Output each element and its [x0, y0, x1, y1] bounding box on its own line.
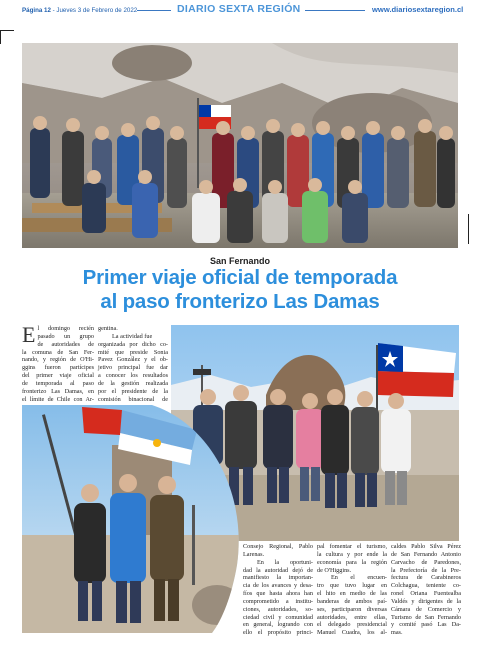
text-line: pal fomentar el turismo, [317, 543, 387, 550]
text-line: y comité pasó Las Da- [391, 621, 461, 629]
text-line: La actividad fue [112, 332, 153, 340]
text-line: mas. [391, 629, 403, 637]
text-line: economía para la región [317, 558, 387, 566]
text-line: nando, y región de O'Hi- [22, 356, 94, 364]
issue-date: - Jueves 3 de Febrero de 2022 [50, 7, 138, 14]
article-column [98, 325, 168, 403]
section-label: San Fernando [209, 256, 270, 266]
text-line: el delegado presidencial [317, 621, 387, 629]
text-line: pasado un grupo [37, 332, 94, 340]
text-line: fectura de Carabineros [391, 574, 461, 582]
text-line: caldes Pablo Silva Pérez [391, 543, 461, 550]
text-line: Colchagua, teniente co- [391, 582, 461, 590]
drop-cap: E [22, 322, 36, 347]
text-line: el límite de Chile con Ar- [22, 395, 94, 403]
text-line: la Prefectoría de la Pre- [391, 566, 461, 574]
text-line: la comuna de San Fer- [22, 348, 94, 356]
text-line: fíos que hasta ahora han [243, 590, 313, 598]
text-line: de temporada al paso [22, 379, 94, 387]
text-line: ciedad civil y comunidad [243, 613, 313, 621]
header-rule [137, 10, 171, 11]
text-line: a conocer los resultados [98, 372, 168, 380]
text-line: de San Fernando Antonio [391, 550, 461, 558]
website-link[interactable]: www.diariosextaregion.cl [372, 5, 464, 14]
headline-line: al paso fronterizo Las Damas [100, 290, 380, 313]
text-line: ello el propósito princi- [243, 629, 313, 637]
text-line: por el presidente de la [98, 387, 168, 395]
page-info [22, 7, 137, 14]
text-line: de autoridades de [37, 340, 94, 348]
text-line: Cámara de Comercio y [391, 605, 461, 613]
text-line: el hito en medio de las [317, 590, 387, 598]
text-line: Larenas. [243, 550, 265, 558]
text-line: de la gestión realizada [98, 379, 168, 387]
newspaper-name: DIARIO SEXTA REGIÓN [177, 3, 301, 15]
article-column [22, 322, 94, 403]
text-line: de O'Higgins. [317, 566, 352, 574]
text-line: Carvacho de Paredones, [391, 558, 461, 566]
text-line: del primer viaje oficial [22, 372, 94, 380]
headline [0, 266, 480, 314]
text-line: banderas de ambos paí- [317, 597, 387, 605]
crop-mark [468, 214, 469, 244]
group-photo [22, 43, 458, 248]
text-line: En el encuen- [331, 574, 387, 582]
text-line: Valdés y dirigentes de la [391, 597, 461, 605]
text-line: organizada por dicho co- [98, 340, 168, 348]
text-line: la cultura y por ende la [317, 550, 387, 558]
header-rule [305, 10, 365, 11]
article-column [243, 543, 313, 637]
text-line: l domingo recién [37, 325, 94, 332]
text-line: Turismo de San Fernando [391, 613, 461, 621]
text-line: En la oportuni- [257, 558, 313, 566]
text-line: Pavez González y el ob- [98, 356, 168, 364]
text-line: fronterizo Las Damas, en [22, 387, 94, 395]
text-line: ronel Oriana Fuentealba [391, 590, 461, 598]
headline-line: Primer viaje oficial de temporada [82, 266, 398, 289]
text-line: dad la autoridad dejó de [243, 566, 313, 574]
article-column [317, 543, 387, 637]
text-line: gentina. [98, 325, 118, 332]
crop-mark [0, 30, 14, 31]
text-line: manifiesto la importan- [243, 574, 313, 582]
text-line: ciones, autoridades, so- [243, 605, 313, 613]
text-line: en general, logrando con [243, 621, 313, 629]
page-number: Página 12 [22, 7, 51, 14]
text-line: Manuel Cuadra, los al- [317, 629, 387, 637]
crop-mark [0, 30, 1, 44]
text-line: jetivo principal fue dar [98, 364, 168, 372]
text-line: autoridades, entre ellas, [317, 613, 387, 621]
article-column [391, 543, 461, 637]
text-line: comisión binacional de [98, 395, 168, 403]
text-line: ggins fueron partícipes [22, 364, 94, 372]
text-line: tro que tuvo lugar en [317, 582, 387, 590]
text-line: mité que preside Sonia [98, 348, 168, 356]
officials-photo [22, 405, 242, 633]
text-line: ses, participaron diversas [317, 605, 387, 613]
text-line: Consejo Regional, Pablo [243, 543, 313, 550]
text-line: cia de los avances y desa- [243, 582, 313, 590]
text-line: comprometido a institu- [243, 597, 313, 605]
